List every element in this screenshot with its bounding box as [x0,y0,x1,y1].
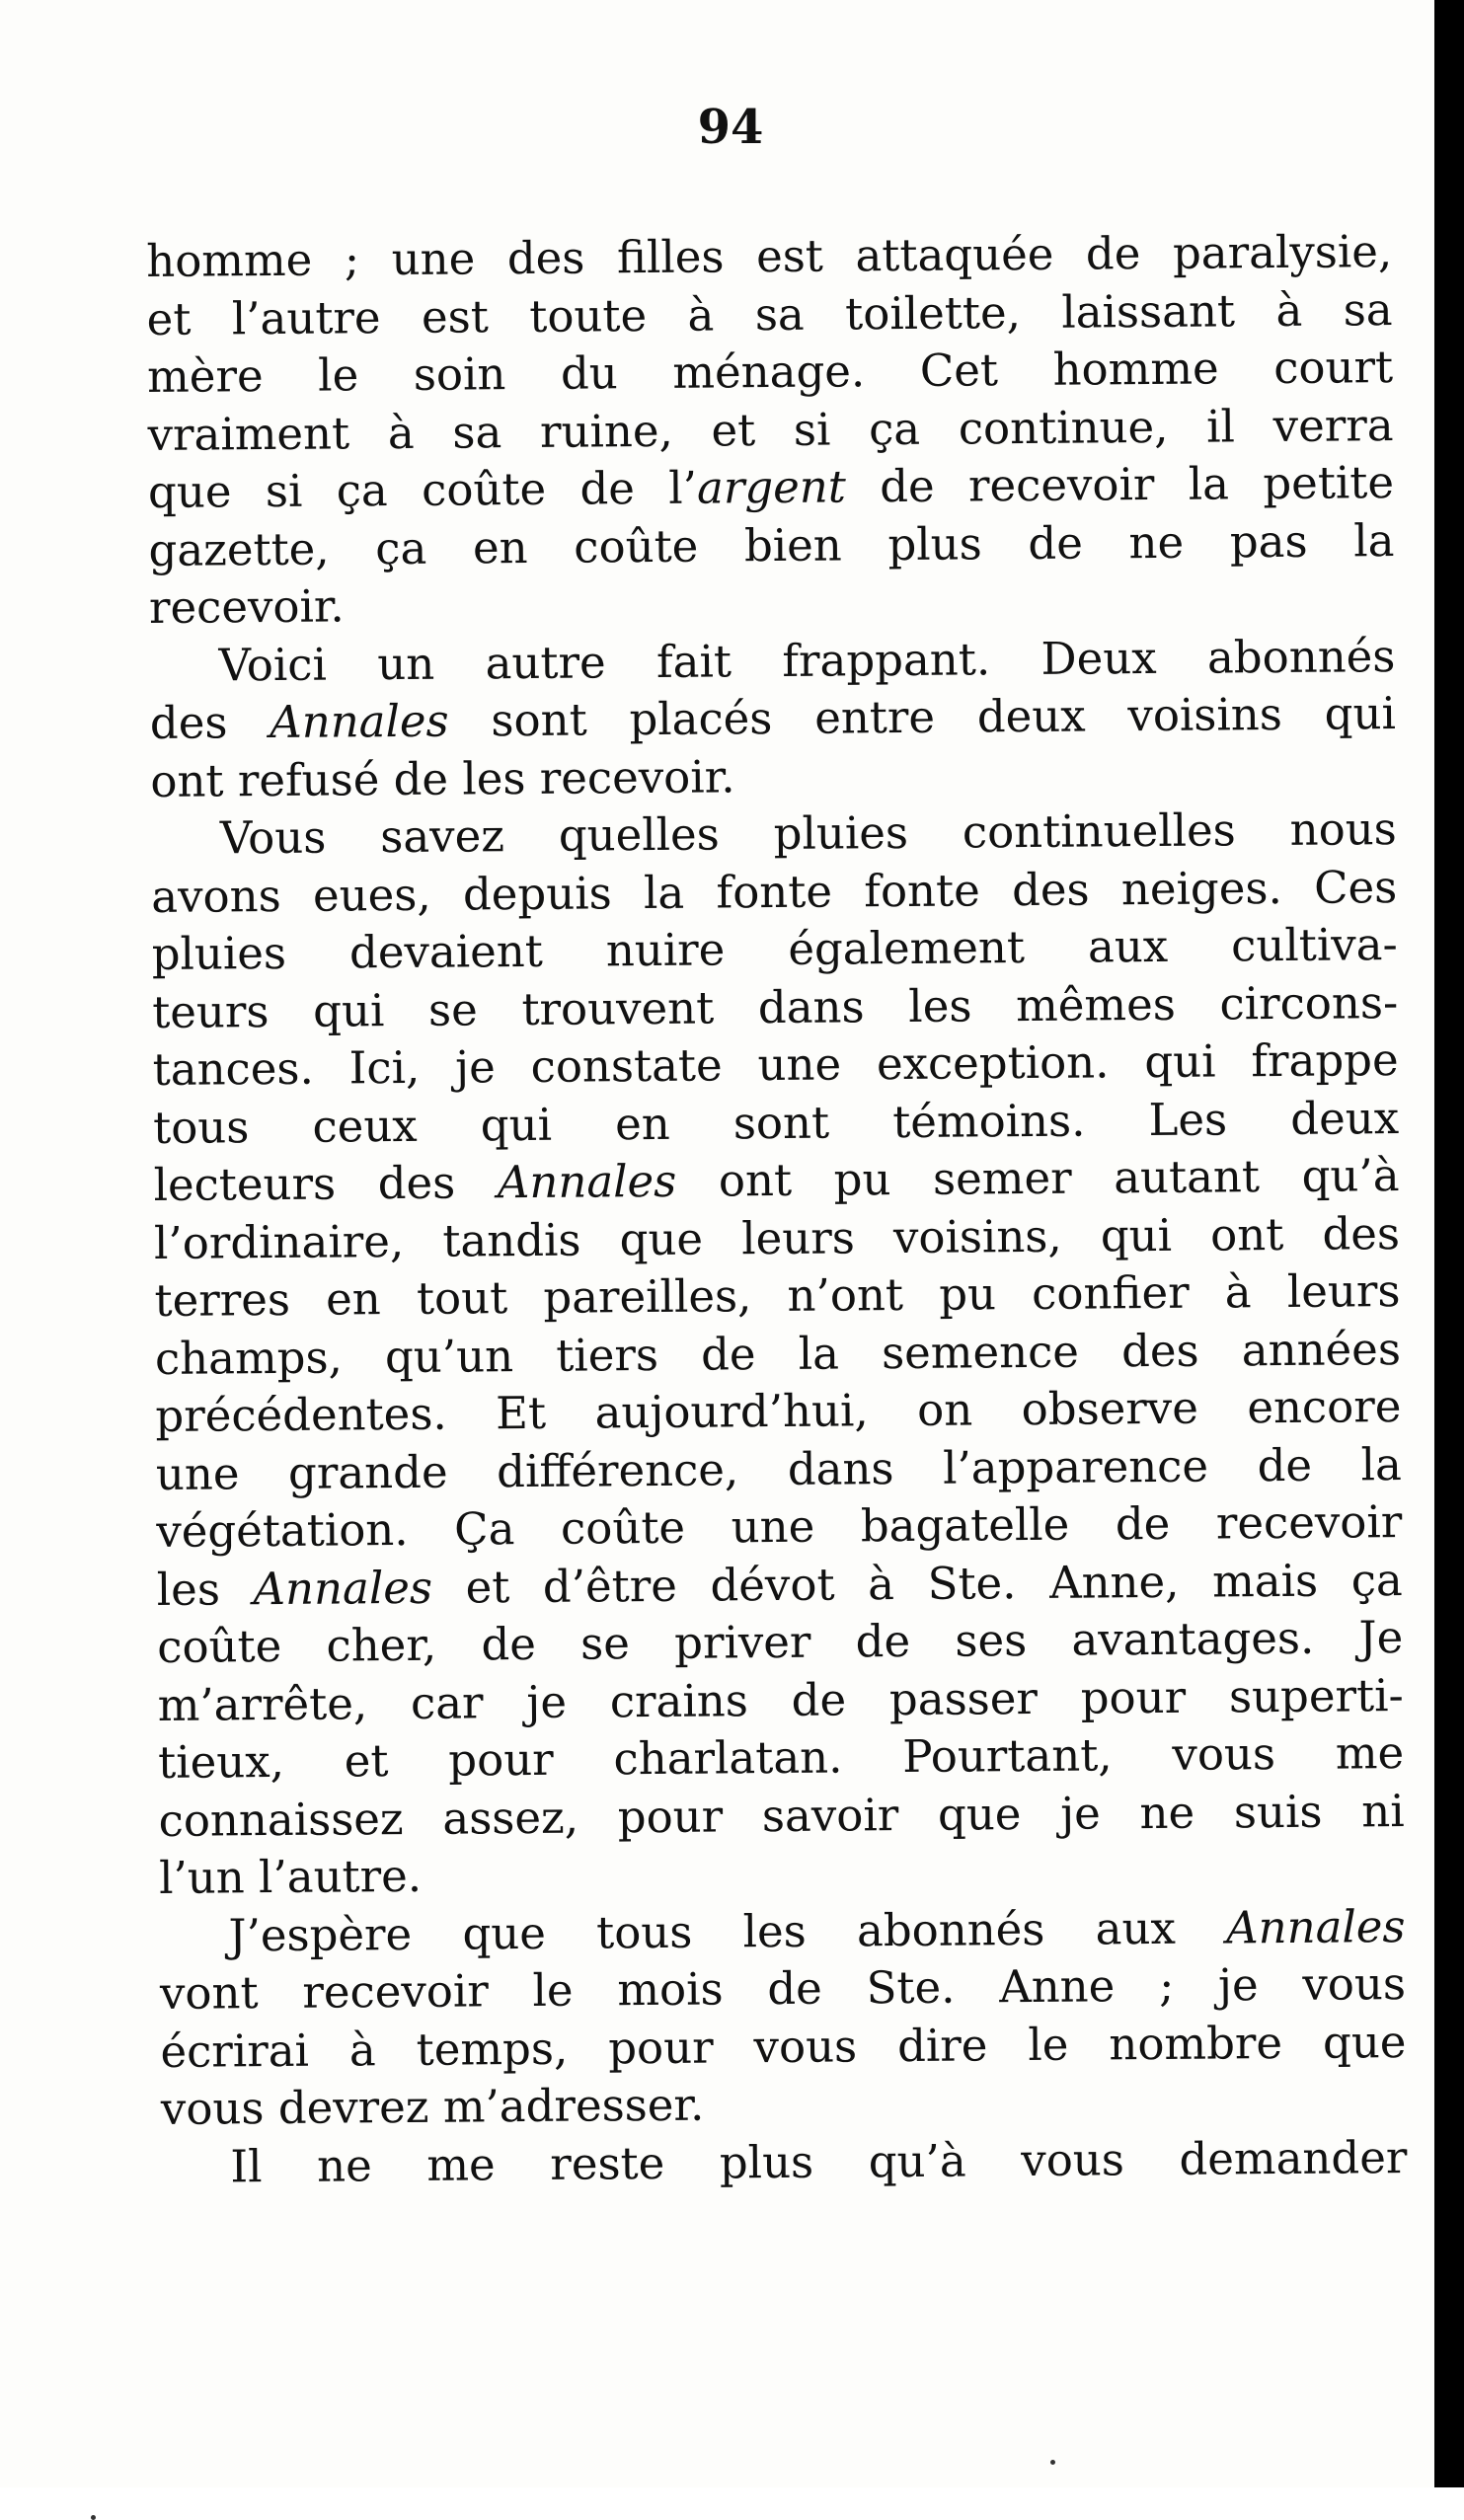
italic-title: Annales [1226,1900,1406,1953]
print-speck [1050,2460,1055,2465]
text-line: terres en tout pareilles, n’ont pu confier à leurs [154,1262,1400,1330]
text-line: pluies devaient nuire également aux cultiva- [152,916,1398,983]
text-segment: des [150,696,270,749]
text-line: mère le soin du ménage. Cet homme court [147,339,1393,406]
italic-title: Annales [498,1155,677,1208]
text-line: gazette, ça en coûte bien plus de ne pas la [148,512,1394,579]
text-line: et l’autre est toute à sa toilette, laissant à sa [146,281,1392,348]
text-segment: J’espère que tous les abonnés aux [228,1901,1226,1961]
text-segment: sont placés entre deux voisins qui [448,687,1396,747]
text-line: Vous savez quelles pluies continuelles nous [151,801,1397,868]
text-line: vous devrez m’adresser. [161,2071,1407,2138]
text-line: vraiment à sa ruine, et si ça continue, il verra [147,397,1393,464]
text-line: teurs qui se trouvent dans les mêmes circons- [152,974,1398,1041]
text-line: m’arrête, car je crains de passer pour superti- [157,1667,1403,1734]
text-line: ont refusé de les recevoir. [150,743,1396,810]
text-line: tances. Ici, je constate une exception. qui frappe [152,1031,1398,1099]
text-line: avons eues, depuis la fonte fonte des neiges. Ces [151,859,1397,926]
text-line: Il ne me reste plus qu’à vous demander [161,2129,1407,2196]
print-speck [91,2515,96,2520]
text-segment: que si ça coûte de l’ [148,462,697,518]
text-line [157,1552,1403,1619]
text-segment: et d’être dévot à Ste. Anne, mais ça [432,1554,1403,1614]
text-line: connaissez assez, pour savoir que je ne suis ni [158,1783,1404,1850]
text-line: homme ; une des filles est attaquée de paralysie, [146,223,1392,290]
text-line: tieux, et pour charlatan. Pourtant, vous me [158,1724,1404,1792]
italic-title: Annales [253,1561,432,1614]
text-line: tous ceux qui en sont témoins. Les deux [153,1090,1399,1157]
text-line: champs, qu’un tiers de la semence des années [155,1321,1401,1388]
body-text [146,223,1408,2196]
text-line [150,685,1396,752]
page-number: 94 [0,104,1461,151]
text-line [153,1147,1399,1214]
italic-title: Annales [270,695,449,748]
text-line: l’un l’autre. [159,1840,1405,1907]
text-segment: ont pu semer autant qu’à [676,1149,1400,1207]
text-segment: les [157,1563,254,1616]
text-line: précédentes. Et aujourd’hui, on observe encore [155,1378,1401,1445]
text-line: vont recevoir le mois de Ste. Anne ; je vous [160,1955,1406,2023]
text-line: coûte cher, de se priver de ses avantages. Je [157,1609,1403,1676]
text-line: une grande différence, dans l’apparence de la [156,1436,1402,1503]
text-line: végétation. Ça coûte une bagatelle de recevoir [156,1493,1402,1561]
italic-title: argent [697,460,846,513]
text-line: l’ordinaire, tandis que leurs voisins, qui ont des [154,1205,1400,1272]
text-line: écrirai à temps, pour vous dire le nombre que [160,2014,1406,2081]
text-line [148,454,1394,521]
text-line [159,1898,1405,1965]
text-segment: de recevoir la petite [846,456,1395,512]
page-edge-border [1434,0,1464,2487]
text-line: recevoir. [149,570,1395,637]
text-segment: lecteurs des [153,1156,498,1211]
text-line: Voici un autre fait frappant. Deux abonnés [149,628,1395,695]
